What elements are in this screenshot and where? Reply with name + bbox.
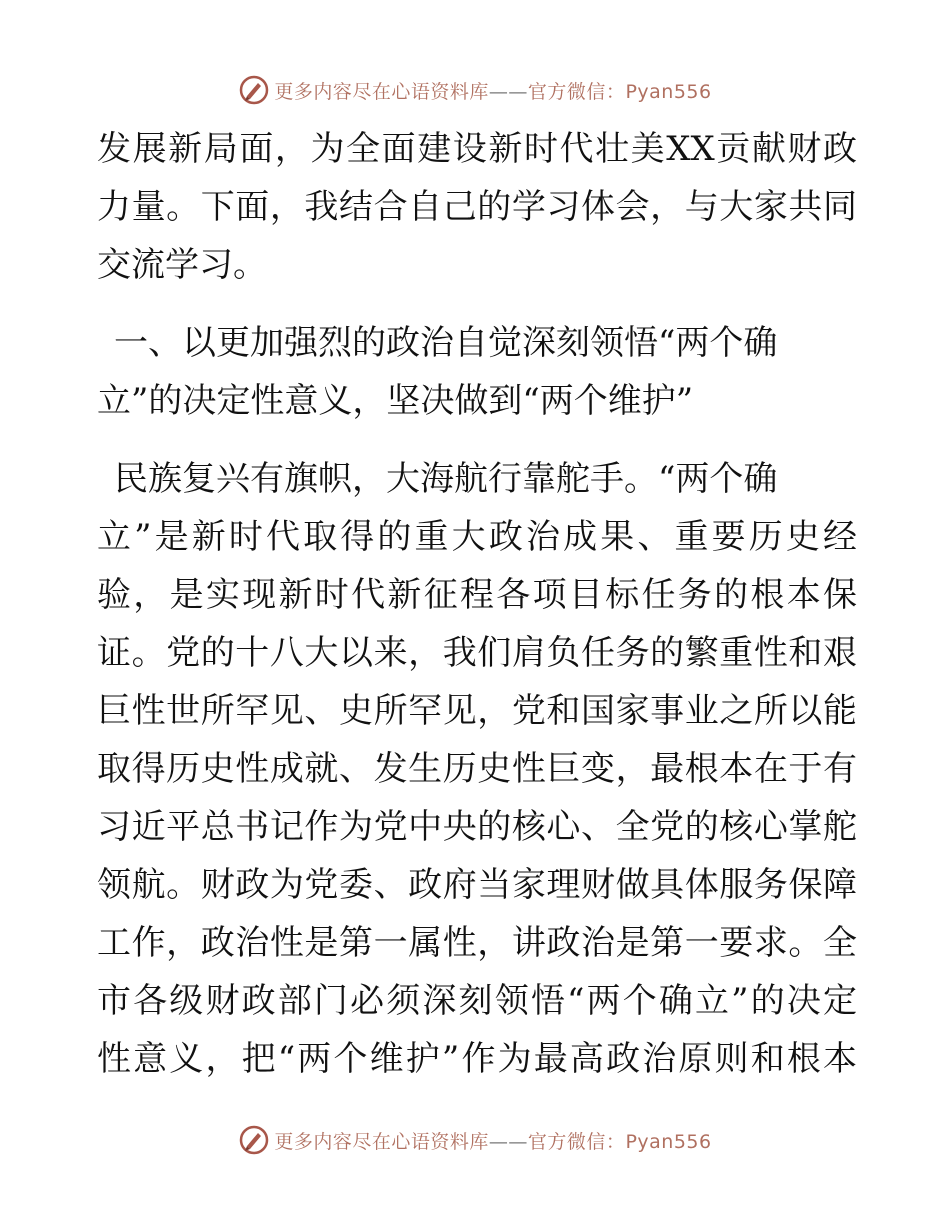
header-banner-title: 更多内容尽在心语资料库	[274, 80, 489, 103]
text-line: 发展新局面，为全面建设新时代壮美XX贡献财政	[97, 129, 857, 169]
header-wechat-id: Pyan556	[625, 80, 712, 103]
text-line: 习近平总书记作为党中央的核心、全党的核心掌舵	[97, 807, 857, 847]
text-line: 力量。下面，我结合自己的学习体会，与大家共同	[97, 187, 857, 227]
paragraph-1	[97, 120, 857, 294]
text-line: 交流学习。	[97, 245, 267, 285]
text-line: 验，是实现新时代新征程各项目标任务的根本保	[97, 575, 857, 615]
text-line: 性意义，把“两个维护”作为最高政治原则和根本	[97, 1039, 857, 1079]
text-line: 证。党的十八大以来，我们肩负任务的繁重性和艰	[97, 633, 857, 673]
pen-logo-icon	[238, 74, 270, 106]
text-line: 巨性世所罕见、史所罕见，党和国家事业之所以能	[97, 691, 857, 731]
header-banner-text	[274, 77, 711, 104]
text-line: 民族复兴有旗帜，大海航行靠舵手。“两个确	[114, 459, 778, 499]
text-line: 立”是新时代取得的重大政治成果、重要历史经	[97, 517, 857, 557]
footer-banner-text	[274, 1127, 711, 1154]
pen-logo-icon	[238, 1124, 270, 1156]
footer-banner-separator: ——	[488, 1130, 528, 1153]
header-banner	[0, 70, 950, 110]
footer-wechat-label: 官方微信：	[527, 1130, 626, 1153]
text-line: 领航。财政为党委、政府当家理财做具体服务保障	[97, 865, 857, 905]
heading-line: 一、以更加强烈的政治自觉深刻领悟“两个确	[114, 323, 778, 363]
section-heading-1	[97, 314, 857, 430]
heading-line: 立”的决定性意义，坚决做到“两个维护”	[97, 381, 694, 421]
header-wechat-label: 官方微信：	[527, 80, 626, 103]
footer-wechat-id: Pyan556	[625, 1130, 712, 1153]
text-line: 工作，政治性是第一属性，讲政治是第一要求。全	[97, 923, 857, 963]
footer-banner	[0, 1120, 950, 1160]
paragraph-2	[97, 450, 857, 1088]
text-line: 市各级财政部门必须深刻领悟“两个确立”的决定	[97, 981, 857, 1021]
text-line: 取得历史性成就、发生历史性巨变，最根本在于有	[97, 749, 857, 789]
document-body	[97, 120, 857, 1088]
footer-banner-title: 更多内容尽在心语资料库	[274, 1130, 489, 1153]
header-banner-separator: ——	[488, 80, 528, 103]
